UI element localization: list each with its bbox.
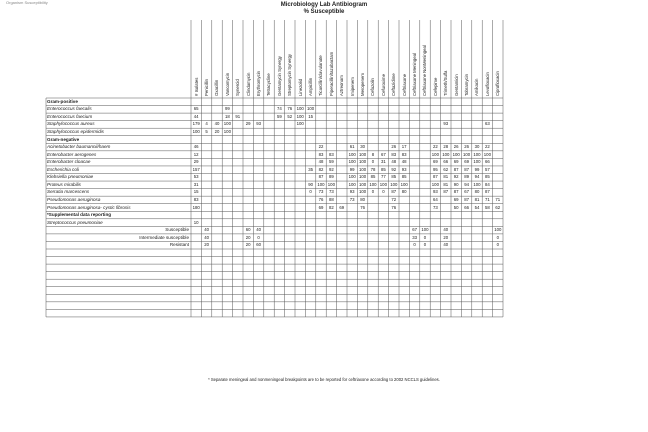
column-header: Gentamycin Synergy	[276, 56, 282, 96]
susceptibility-value: 60	[245, 227, 251, 233]
susceptibility-value: 26	[464, 144, 469, 150]
organism-label: Enterococcus faecalis	[47, 106, 92, 112]
susceptibility-value: 58	[484, 204, 490, 210]
susceptibility-value: 99	[474, 166, 480, 172]
susceptibility-value: 40	[443, 242, 449, 248]
susceptibility-value: 67	[464, 189, 469, 195]
susceptibility-value: 100	[296, 106, 304, 112]
susceptibility-value: 88	[328, 196, 334, 202]
susceptibility-value: 20	[245, 242, 251, 248]
susceptibility-value: 100	[483, 151, 491, 157]
organism-label: Intermediate susceptible	[139, 234, 189, 240]
column-header: Cefuroxime	[380, 74, 386, 96]
susceptibility-value: 92	[391, 166, 397, 172]
column-header: Levofloxacin	[484, 72, 490, 96]
organism-label: Enterococcus faecium	[47, 113, 93, 119]
susceptibility-value: 83	[328, 151, 334, 157]
susceptibility-value: 81	[443, 174, 449, 180]
susceptibility-value: 15	[193, 189, 199, 195]
susceptibility-value: 20	[214, 129, 220, 134]
susceptibility-value: 59	[328, 159, 334, 165]
susceptibility-value: 76	[360, 204, 365, 210]
susceptibility-value: 67	[380, 151, 386, 157]
column-header: Ciprofloxacin	[495, 71, 501, 96]
susceptibility-value: 87	[453, 166, 459, 172]
susceptibility-value: 26	[453, 144, 459, 150]
susceptibility-value: 85	[391, 174, 397, 180]
susceptibility-value: 8	[371, 151, 375, 157]
susceptibility-value: 100	[348, 181, 356, 187]
susceptibility-value: 46	[193, 144, 199, 150]
susceptibility-value: 100	[296, 121, 304, 127]
susceptibility-value: 93	[349, 189, 355, 195]
susceptibility-value: 100	[359, 189, 367, 195]
susceptibility-value: 10	[193, 219, 199, 225]
susceptibility-value: 100	[223, 121, 231, 127]
susceptibility-value: 59	[276, 113, 282, 119]
susceptibility-value: 26	[391, 144, 397, 150]
column-header: Amikacin	[474, 78, 480, 96]
susceptibility-value: 92	[328, 166, 334, 172]
susceptibility-value: 0	[371, 189, 375, 195]
susceptibility-value: 66	[464, 204, 469, 210]
susceptibility-value: 100	[442, 151, 450, 157]
susceptibility-value: 69	[318, 204, 324, 210]
susceptibility-value: 93	[432, 189, 438, 195]
organism-label: Streptococcus pneumoniae	[47, 219, 103, 225]
susceptibility-value: 100	[421, 227, 429, 233]
susceptibility-value: 64	[432, 196, 438, 202]
column-header: Aztreonam	[339, 75, 345, 96]
susceptibility-value: 4	[205, 121, 208, 127]
susceptibility-value: 77	[380, 174, 386, 180]
section-heading: Gram-negative	[47, 136, 80, 142]
footnote: * Separate meningeal and nonmeningeal breakpoints are to be reported for ceftriaxone according to 2002 NCCLS guidelines.	[208, 377, 440, 382]
susceptibility-value: 87	[484, 189, 490, 195]
susceptibility-value: 0	[496, 242, 499, 248]
column-header: Linezolid	[297, 79, 303, 96]
susceptibility-value: 40	[443, 227, 449, 233]
susceptibility-value: 40	[256, 227, 261, 233]
susceptibility-value: 179	[192, 121, 200, 127]
susceptibility-value: 100	[369, 181, 377, 187]
corner-note: Organism Susceptibility	[6, 0, 48, 5]
susceptibility-value: 100	[400, 181, 408, 187]
column-header: Ampicillin	[308, 77, 313, 96]
susceptibility-value: 100	[359, 181, 367, 187]
susceptibility-value: 80	[474, 189, 480, 195]
susceptibility-value: 87	[432, 174, 438, 180]
susceptibility-value: 100	[348, 174, 356, 180]
organism-label: Serratia marcescens	[47, 189, 90, 195]
susceptibility-value: 80	[360, 196, 365, 202]
susceptibility-value: 33	[412, 234, 417, 240]
organism-label: Pseudomonas aeruginosa- cystic fibrosis	[47, 204, 131, 210]
susceptibility-value: 5	[205, 129, 208, 134]
susceptibility-value: 65	[193, 106, 199, 112]
susceptibility-value: 66	[484, 159, 490, 165]
column-header: Vancomycin	[224, 72, 230, 96]
susceptibility-value: 62	[443, 166, 449, 172]
susceptibility-value: 73	[349, 196, 355, 202]
susceptibility-value: 40	[214, 121, 220, 127]
susceptibility-value: 30	[474, 144, 480, 150]
susceptibility-value: 87	[464, 196, 469, 202]
susceptibility-value: 48	[318, 159, 324, 165]
susceptibility-value: 100	[348, 159, 356, 165]
column-header: # Isolates	[193, 77, 199, 96]
susceptibility-value: 83	[193, 196, 199, 202]
susceptibility-value: 87	[464, 166, 469, 172]
susceptibility-value: 99	[349, 166, 355, 172]
susceptibility-value: 76	[318, 196, 324, 202]
column-header: Erythromycin	[256, 70, 261, 96]
susceptibility-value: 60	[256, 242, 261, 248]
susceptibility-value: 100	[431, 181, 439, 187]
column-header: Gentamicin	[453, 74, 459, 96]
susceptibility-value: 48	[401, 159, 407, 165]
susceptibility-value: 69	[453, 196, 459, 202]
susceptibility-value: 40	[204, 227, 209, 233]
column-header: Cefazolin	[370, 78, 376, 96]
susceptibility-value: 83	[401, 151, 407, 157]
susceptibility-value: 87	[391, 189, 397, 195]
organism-label: Enterobacter cloacae	[47, 159, 91, 165]
susceptibility-value: 73	[432, 204, 438, 210]
section-heading: *Supplemental data reporting	[47, 212, 112, 218]
susceptibility-value: 40	[204, 234, 209, 240]
organism-label: Proteus mirabilis	[47, 181, 81, 187]
column-header: Oxacillin	[214, 79, 220, 96]
column-header: Trimeth/Sulfa	[443, 70, 449, 96]
susceptibility-value: 0	[257, 234, 260, 240]
susceptibility-value: 0	[423, 242, 427, 248]
susceptibility-value: 94	[464, 181, 469, 187]
susceptibility-value: 100	[359, 174, 367, 180]
column-header: Cefepime	[432, 77, 438, 96]
susceptibility-value: 29	[245, 121, 251, 127]
susceptibility-value: 81	[474, 196, 480, 202]
susceptibility-value: 100	[452, 151, 460, 157]
susceptibility-value: 22	[432, 144, 438, 150]
susceptibility-value: 31	[380, 159, 386, 165]
susceptibility-value: 93	[443, 121, 449, 127]
susceptibility-value: 30	[360, 144, 365, 150]
susceptibility-value: 53	[193, 174, 199, 180]
section-heading: Gram-positive	[47, 98, 78, 104]
susceptibility-value: 73	[328, 189, 334, 195]
susceptibility-value: 67	[412, 227, 417, 233]
susceptibility-value: 85	[380, 166, 386, 172]
susceptibility-value: 81	[443, 181, 449, 187]
susceptibility-value: 48	[391, 159, 397, 165]
susceptibility-value: 100	[431, 151, 439, 157]
susceptibility-value: 76	[391, 204, 397, 210]
susceptibility-value: 76	[287, 106, 293, 112]
susceptibility-value: 72	[391, 196, 397, 202]
susceptibility-value: 100	[359, 151, 367, 157]
susceptibility-value: 0	[413, 242, 416, 248]
column-header: Meropenem	[360, 73, 365, 96]
susceptibility-value: 91	[235, 113, 241, 119]
susceptibility-value: 95	[432, 166, 438, 172]
susceptibility-value: 89	[464, 174, 469, 180]
susceptibility-value: 0	[309, 189, 312, 195]
susceptibility-value: 100	[348, 151, 356, 157]
susceptibility-value: 74	[276, 106, 282, 112]
column-header: Synercid	[235, 79, 241, 96]
susceptibility-value: 100	[359, 159, 367, 165]
susceptibility-value: 0	[496, 234, 499, 240]
susceptibility-value: 71	[484, 196, 490, 202]
column-header: Ceftriaxone NonMeningeal	[422, 45, 428, 96]
susceptibility-value: 66	[443, 159, 449, 165]
organism-label: Staphylococcus epidermidis	[47, 129, 104, 134]
susceptibility-value: 22	[318, 144, 324, 150]
susceptibility-value: 69	[432, 159, 438, 165]
susceptibility-value: 100	[307, 106, 315, 112]
column-header: Ceftriaxone	[401, 74, 407, 96]
susceptibility-value: 28	[443, 144, 449, 150]
susceptibility-value: 0	[382, 189, 385, 195]
susceptibility-value: 87	[318, 174, 324, 180]
susceptibility-value: 71	[495, 196, 501, 202]
susceptibility-value: 15	[308, 113, 313, 119]
organism-label: Klebsiella pneumoniae	[47, 174, 94, 180]
susceptibility-value: 100	[379, 181, 387, 187]
susceptibility-value: 69	[339, 204, 345, 210]
susceptibility-value: 83	[391, 151, 397, 157]
susceptibility-value: 20	[443, 234, 449, 240]
susceptibility-value: 69	[453, 159, 459, 165]
organism-label: Acinetobacter baumannii/haem	[47, 144, 111, 150]
susceptibility-value: 93	[256, 121, 261, 127]
column-header: Clindamycin	[245, 72, 251, 96]
susceptibility-value: 18	[224, 113, 230, 119]
susceptibility-value: 100	[390, 181, 398, 187]
susceptibility-value: 99	[224, 106, 230, 112]
susceptibility-value: 100	[327, 181, 335, 187]
page-title: Microbiology Lab Antibiogram	[280, 2, 368, 8]
susceptibility-value: 0	[371, 159, 375, 165]
susceptibility-value: 22	[484, 144, 490, 150]
susceptibility-value: 50	[453, 204, 459, 210]
susceptibility-value: 61	[349, 144, 355, 150]
susceptibility-value: 0	[423, 234, 427, 240]
susceptibility-value: 100	[296, 113, 304, 119]
column-header: Ticarcillin/clavulanate	[318, 55, 324, 96]
susceptibility-value: 180	[192, 204, 200, 210]
susceptibility-value: 93	[401, 166, 407, 172]
susceptibility-value: 100	[359, 166, 367, 172]
column-header: Streptomycin Synergy	[287, 53, 293, 96]
susceptibility-value: 35	[308, 166, 313, 172]
susceptibility-value: 78	[370, 166, 376, 172]
susceptibility-value: 80	[401, 189, 407, 195]
susceptibility-value: 57	[484, 166, 490, 172]
susceptibility-value: 82	[328, 204, 334, 210]
susceptibility-value: 73	[318, 189, 324, 195]
susceptibility-value: 52	[287, 113, 293, 119]
susceptibility-value: 29	[193, 159, 199, 165]
susceptibility-value: 100	[494, 227, 502, 233]
susceptibility-value: 20	[204, 242, 209, 248]
susceptibility-value: 83	[318, 151, 324, 157]
column-header: Piperacillin/tazobactam	[328, 51, 334, 96]
susceptibility-value: 12	[193, 151, 199, 157]
page-subtitle: % Susceptible	[303, 9, 345, 15]
organism-label: Escherichia coli	[47, 166, 79, 172]
susceptibility-value: 82	[318, 166, 324, 172]
susceptibility-value: 100	[223, 129, 231, 134]
susceptibility-value: 84	[484, 181, 490, 187]
susceptibility-value: 100	[473, 151, 481, 157]
organism-label: Enterobacter aerogenes	[47, 151, 97, 157]
susceptibility-value: 63	[484, 121, 490, 127]
susceptibility-value: 100	[463, 151, 471, 157]
susceptibility-value: 20	[245, 234, 251, 240]
susceptibility-value: 90	[308, 181, 313, 187]
column-header: Tobramycin	[464, 74, 469, 96]
susceptibility-value: 44	[193, 113, 199, 119]
susceptibility-value: 92	[453, 174, 459, 180]
susceptibility-value: 100	[192, 129, 200, 134]
susceptibility-value: 94	[474, 174, 480, 180]
susceptibility-value: 100	[473, 159, 481, 165]
susceptibility-value: 157	[192, 166, 200, 172]
susceptibility-value: 17	[401, 144, 407, 150]
susceptibility-value: 87	[453, 189, 459, 195]
susceptibility-value: 100	[473, 181, 481, 187]
column-header: Ceftriaxone Meningeal	[412, 53, 417, 96]
column-header: Ceftazidime	[391, 73, 397, 96]
susceptibility-value: 85	[484, 174, 490, 180]
susceptibility-value: 100	[317, 181, 325, 187]
organism-label: Staphylococcus aureus	[47, 121, 95, 127]
column-header: Penicillin	[204, 79, 209, 96]
susceptibility-value: 89	[328, 174, 334, 180]
organism-label: Resistant	[169, 242, 189, 248]
susceptibility-value: 85	[401, 174, 407, 180]
column-header: Imipenem	[349, 77, 355, 96]
organism-label: Pseudomonas aeruginosa	[47, 196, 101, 202]
organism-label: Susceptible	[165, 227, 189, 233]
column-header: Tetracycline	[266, 73, 272, 96]
susceptibility-value: 85	[370, 174, 376, 180]
susceptibility-value: 69	[464, 159, 469, 165]
susceptibility-value: 31	[193, 181, 199, 187]
susceptibility-value: 87	[443, 189, 449, 195]
susceptibility-value: 54	[474, 204, 480, 210]
susceptibility-value: 62	[495, 204, 501, 210]
susceptibility-value: 90	[453, 181, 459, 187]
